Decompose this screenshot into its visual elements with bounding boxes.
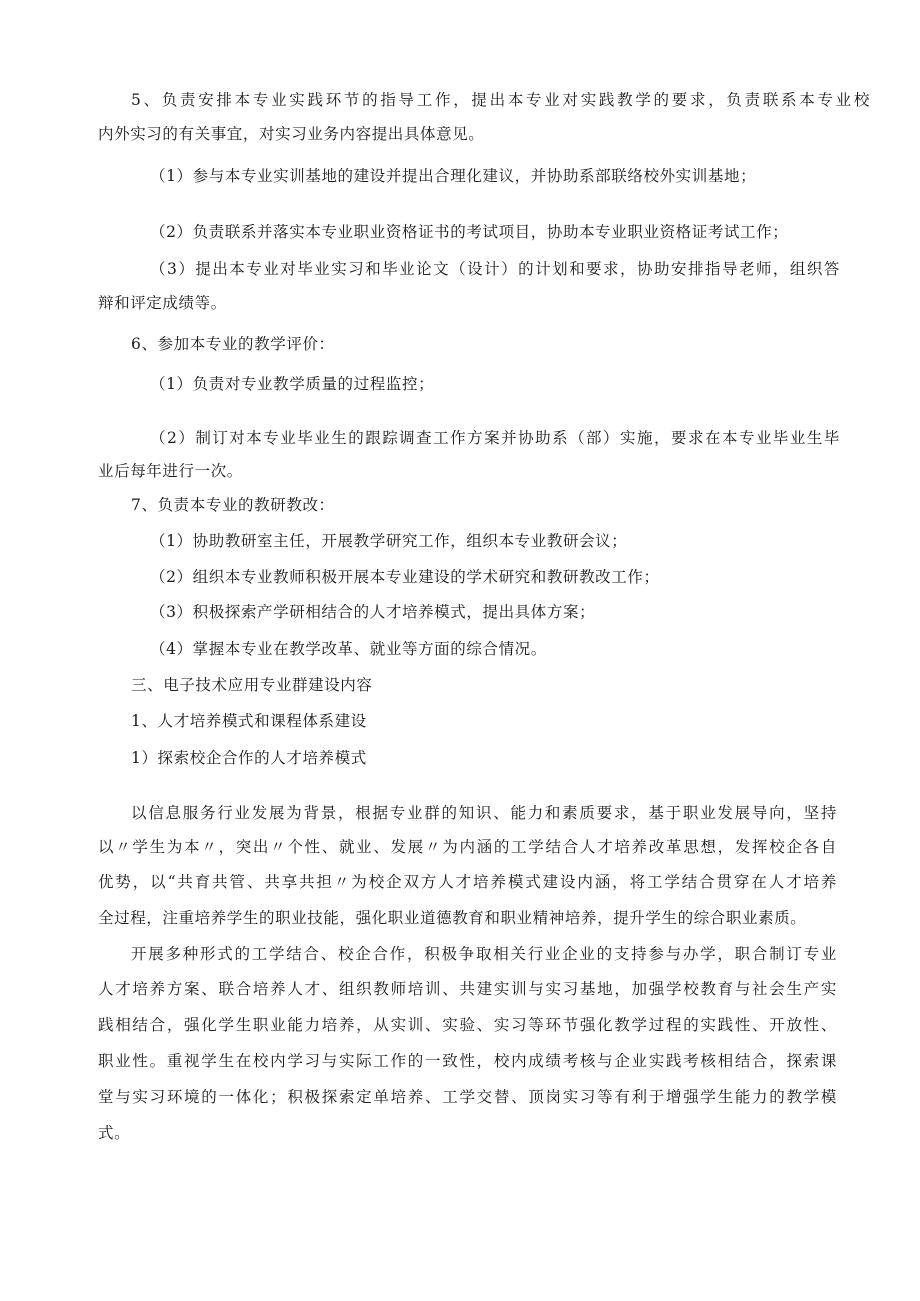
section6-title: 6、参加本专业的教学评价： [131, 335, 335, 353]
para2-line3: 践相结合，强化学生职业能力培养，从实训、实验、实习等环节强化教学过程的实践性、开放性、 [98, 1016, 837, 1034]
section5-line1: 5、负责安排本专业实践环节的指导工作，提出本专业对实践教学的要求，负责联系本专业校 [131, 91, 870, 109]
section7-item2: （2）组织本专业教师积极开展本专业建设的学术研究和教研教改工作； [150, 568, 660, 586]
para1-line2: 以〃学生为本〃，突出〃个性、就业、发展〃为内涵的工学结合人才培养改革思想，发挥校企各自 [98, 838, 837, 856]
para2-line6: 式。 [98, 1124, 131, 1142]
section7-item4: （4）掌握本专业在教学改革、就业等方面的综合情况。 [150, 640, 547, 658]
section5-item3-line2: 辩和评定成绩等。 [98, 294, 227, 312]
section5-line2: 内外实习的有关事宜，对实习业务内容提出具体意见。 [98, 125, 485, 143]
part3-heading: 三、电子技术应用专业群建设内容 [131, 676, 373, 694]
para2-line4: 职业性。重视学生在校内学习与实际工作的一致性，校内成绩考核与企业实践考核相结合，探索课 [98, 1052, 837, 1070]
section5-item2: （2）负责联系并落实本专业职业资格证书的考试项目，协助本专业职业资格证考试工作； [150, 223, 789, 241]
section6-item2-line2: 业后每年进行一次。 [98, 462, 243, 480]
section6-item2-line1: （2）制订对本专业毕业生的跟踪调查工作方案并协助系（部）实施，要求在本专业毕业生毕 [150, 429, 840, 447]
section7-title: 7、负责本专业的教研教改： [131, 496, 335, 514]
part3-subheading-1: 1、人才培养模式和课程体系建设 [131, 712, 367, 730]
para2-line5: 堂与实习环境的一体化；积极探索定单培养、工学交替、顶岗实习等有利于增强学生能力的教学模 [98, 1088, 837, 1106]
para1-line3: 优势，以“共育共管、共享共担〃为校企双方人才培养模式建设内涵，将工学结合贯穿在人才培养 [98, 873, 837, 891]
para2-line1: 开展多种形式的工学结合、校企合作，积极争取相关行业企业的支持参与办学，职合制订专业 [131, 945, 837, 963]
section7-item1: （1）协助教研室主任，开展教学研究工作，组织本专业教研会议； [150, 532, 628, 550]
section7-item3: （3）积极探索产学研相结合的人才培养模式，提出具体方案； [150, 603, 596, 621]
part3-subheading-1-1: 1）探索校企合作的人才培养模式 [131, 749, 367, 767]
para2-line2: 人才培养方案、联合培养人才、组织教师培训、共建实训与实习基地，加强学校教育与社会生产实 [98, 980, 837, 998]
section5-item3-line1: （3）提出本专业对毕业实习和毕业论文（设计）的计划和要求，协助安排指导老师，组织答 [150, 260, 840, 278]
section5-item1: （1）参与本专业实训基地的建设并提出合理化建议，并协助系部联络校外实训基地； [150, 167, 757, 185]
para1-line4: 全过程，注重培养学生的职业技能，强化职业道德教育和职业精神培养，提升学生的综合职业素质。 [98, 909, 807, 927]
para1-line1: 以信息服务行业发展为背景，根据专业群的知识、能力和素质要求，基于职业发展导向，坚持 [131, 804, 837, 822]
section6-item1: （1）负责对专业教学质量的过程监控； [150, 375, 435, 393]
